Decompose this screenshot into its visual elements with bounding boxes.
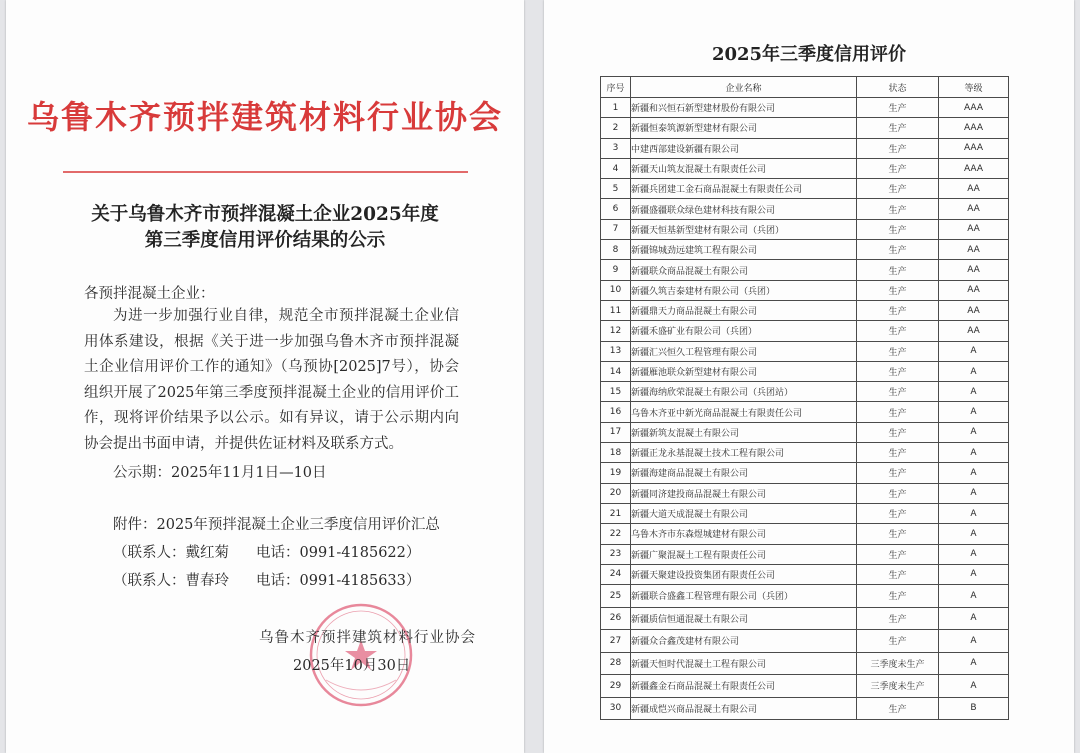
table-row [601,564,1009,584]
grade-cell: A [939,675,1009,698]
notice-title-line1: 关于乌鲁木齐市预拌混凝土企业2025年度 [91,204,439,225]
table-row [601,321,1009,341]
grade-cell: A [939,483,1009,503]
row-number: 20 [601,483,631,503]
company-name: 中建西部建设新疆有限公司 [631,138,857,158]
table-row [601,483,1009,503]
table-row [601,585,1009,608]
row-number: 14 [601,361,631,381]
contact2-phone: 电话：0991-4185633） [256,573,421,589]
notice-title-line2: 第三季度信用评价结果的公示 [144,230,386,251]
table-row [601,240,1009,260]
grade-cell: A [939,652,1009,675]
company-name: 新疆汇兴恒久工程管理有限公司 [631,341,857,361]
table-row [601,280,1009,300]
row-number: 24 [601,564,631,584]
row-number: 17 [601,422,631,442]
row-number: 16 [601,402,631,422]
company-name: 新疆恒泰筑源新型建材有限公司 [631,118,857,138]
status-cell: 生产 [857,585,939,608]
notice-page [6,0,524,753]
company-name: 新疆和兴恒石新型建材股份有限公司 [631,98,857,118]
row-number: 3 [601,138,631,158]
status-cell: 生产 [857,199,939,219]
grade-cell: A [939,607,1009,630]
status-cell: 生产 [857,382,939,402]
company-name: 新疆海纳欣荣混凝土有限公司（兵团站） [631,382,857,402]
signature-org: 乌鲁木齐预拌建筑材料行业协会 [259,630,476,646]
row-number: 26 [601,607,631,630]
table-row [601,179,1009,199]
grade-cell: AA [939,321,1009,341]
row-number: 23 [601,544,631,564]
table-header-row [601,77,1009,98]
company-name: 新疆正龙永基混凝土技术工程有限公司 [631,443,857,463]
grade-cell: A [939,463,1009,483]
attachment-line: 附件：2025年预拌混凝土企业三季度信用评价汇总 [113,517,440,533]
row-number: 9 [601,260,631,280]
company-name: 新疆天山筑友混凝土有限责任公司 [631,158,857,178]
status-cell: 生产 [857,321,939,341]
company-name: 新疆众合鑫茂建材有限公司 [631,630,857,653]
grade-cell: B [939,697,1009,720]
company-name: 新疆天聚建设投资集团有限责任公司 [631,564,857,584]
row-number: 7 [601,219,631,239]
company-name: 新疆质信恒通混凝土有限公司 [631,607,857,630]
table-row [601,341,1009,361]
grade-cell: AAA [939,118,1009,138]
header-grade: 等级 [939,77,1009,98]
row-number: 19 [601,463,631,483]
company-name: 新疆大道天成混凝土有限公司 [631,503,857,523]
contact1-person: （联系人：戴红菊 [113,545,229,561]
row-number: 4 [601,158,631,178]
table-row [601,382,1009,402]
grade-cell: A [939,564,1009,584]
company-name: 新疆天恒基新型建材有限公司（兵团） [631,219,857,239]
status-cell: 生产 [857,544,939,564]
grade-cell: AA [939,179,1009,199]
table-row [601,300,1009,320]
table-row [601,675,1009,698]
grade-cell: AAA [939,98,1009,118]
status-cell: 生产 [857,463,939,483]
status-cell: 生产 [857,179,939,199]
table-row [601,607,1009,630]
status-cell: 生产 [857,300,939,320]
row-number: 8 [601,240,631,260]
grade-cell: AA [939,240,1009,260]
table-row [601,199,1009,219]
company-name: 新疆联众商品混凝土有限公司 [631,260,857,280]
row-number: 30 [601,697,631,720]
status-cell: 生产 [857,483,939,503]
company-name: 新疆雁池联众新型建材有限公司 [631,361,857,381]
grade-cell: A [939,544,1009,564]
company-name: 新疆新筑友混凝土有限公司 [631,422,857,442]
status-cell: 生产 [857,697,939,720]
company-name: 新疆广聚混凝土工程有限责任公司 [631,544,857,564]
company-name: 新疆兵团建工金石商品混凝土有限责任公司 [631,179,857,199]
grade-cell: A [939,524,1009,544]
grade-cell: A [939,402,1009,422]
table-row [601,98,1009,118]
status-cell: 生产 [857,503,939,523]
company-name: 新疆鼎天力商品混凝土有限公司 [631,300,857,320]
status-cell: 生产 [857,138,939,158]
status-cell: 生产 [857,564,939,584]
company-name: 新疆禾盛矿业有限公司（兵团） [631,321,857,341]
status-cell: 生产 [857,443,939,463]
row-number: 1 [601,98,631,118]
table-row [601,503,1009,523]
grade-cell: AA [939,260,1009,280]
company-name: 新疆久筑吉泰建材有限公司（兵团） [631,280,857,300]
status-cell: 生产 [857,524,939,544]
table-title: 2025年三季度信用评价 [711,44,907,65]
grade-cell: AAA [939,158,1009,178]
row-number: 13 [601,341,631,361]
row-number: 11 [601,300,631,320]
row-number: 10 [601,280,631,300]
table-row [601,524,1009,544]
grade-cell: AA [939,219,1009,239]
table-row [601,463,1009,483]
table-row [601,422,1009,442]
status-cell: 生产 [857,607,939,630]
row-number: 6 [601,199,631,219]
grade-cell: A [939,503,1009,523]
status-cell: 生产 [857,240,939,260]
status-cell: 生产 [857,402,939,422]
row-number: 29 [601,675,631,698]
status-cell: 生产 [857,630,939,653]
row-number: 15 [601,382,631,402]
company-name: 新疆鑫金石商品混凝土有限责任公司 [631,675,857,698]
status-cell: 三季度未生产 [857,652,939,675]
row-number: 27 [601,630,631,653]
header-status: 状态 [857,77,939,98]
company-name: 新疆成恺兴商品混凝土有限公司 [631,697,857,720]
status-cell: 生产 [857,280,939,300]
company-name: 新疆天恒时代混凝土工程有限公司 [631,652,857,675]
row-number: 2 [601,118,631,138]
row-number: 5 [601,179,631,199]
grade-cell: A [939,585,1009,608]
body-paragraph: 为进一步加强行业自律，规范全市预拌混凝土企业信用体系建设，根据《关于进一步加强乌鲁木齐市预拌混凝土企业信用评价工作的通知》（乌预协[2025]7号），协会组织开展了2025年第三季度预拌混凝土企业的信用评价工作，现将评价结果予以公示。如有异议，请于公示期内向协会提出书面申请，并提供佐证材料及联系方式。 [84,308,459,452]
status-cell: 三季度未生产 [857,675,939,698]
company-name: 新疆联合盛鑫工程管理有限公司（兵团） [631,585,857,608]
table-row [601,544,1009,564]
company-name: 新疆锦城劲远建筑工程有限公司 [631,240,857,260]
company-name: 乌鲁木齐亚中新光商品混凝土有限责任公司 [631,402,857,422]
row-number: 25 [601,585,631,608]
table-row [601,652,1009,675]
company-name: 新疆同济建投商品混凝土有限公司 [631,483,857,503]
row-number: 28 [601,652,631,675]
table-row [601,361,1009,381]
grade-cell: A [939,443,1009,463]
table-row [601,630,1009,653]
grade-cell: AA [939,280,1009,300]
grade-cell: A [939,382,1009,402]
grade-cell: AAA [939,138,1009,158]
header-no: 序号 [601,77,631,98]
contact2-person: （联系人：曹春玲 [113,573,229,589]
table-row [601,402,1009,422]
row-number: 21 [601,503,631,523]
grade-cell: AA [939,300,1009,320]
table-row [601,260,1009,280]
row-number: 22 [601,524,631,544]
status-cell: 生产 [857,98,939,118]
company-name: 新疆盛疆联众绿色建材科技有限公司 [631,199,857,219]
status-cell: 生产 [857,219,939,239]
org-title: 乌鲁木齐预拌建筑材料行业协会 [26,98,503,136]
status-cell: 生产 [857,361,939,381]
grade-cell: AA [939,199,1009,219]
row-number: 12 [601,321,631,341]
table-row [601,443,1009,463]
contact1-phone: 电话：0991-4185622） [256,545,421,561]
status-cell: 生产 [857,118,939,138]
company-name: 新疆海建商品混凝土有限公司 [631,463,857,483]
table-row [601,219,1009,239]
status-cell: 生产 [857,260,939,280]
table-row [601,138,1009,158]
row-number: 18 [601,443,631,463]
grade-cell: A [939,341,1009,361]
header-name: 企业名称 [631,77,857,98]
status-cell: 生产 [857,158,939,178]
table-body [601,98,1009,720]
status-cell: 生产 [857,341,939,361]
status-cell: 生产 [857,422,939,442]
table-row [601,118,1009,138]
red-divider [63,171,468,173]
credit-evaluation-table [600,76,1009,720]
table-row [601,697,1009,720]
grade-cell: A [939,361,1009,381]
company-name: 乌鲁木齐市东森煜城建材有限公司 [631,524,857,544]
signature-date: 2025年10月30日 [293,658,411,674]
evaluation-table-page [544,0,1074,753]
table-row [601,158,1009,178]
salutation: 各预拌混凝土企业： [84,286,215,302]
grade-cell: A [939,422,1009,442]
grade-cell: A [939,630,1009,653]
publicity-period: 公示期：2025年11月1日—10日 [113,465,327,481]
